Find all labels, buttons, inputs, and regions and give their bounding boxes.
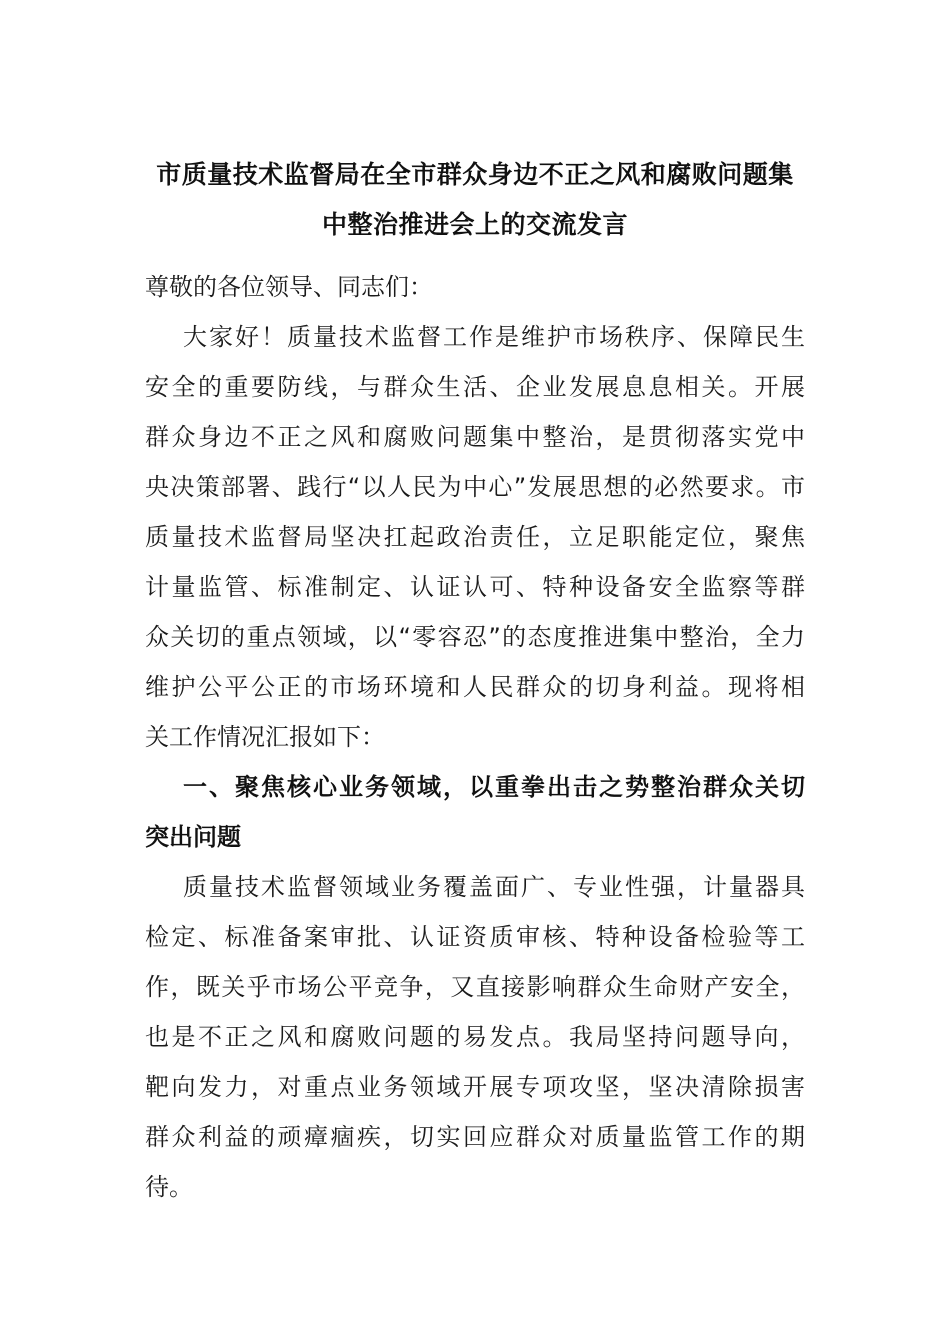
paragraph-line: 众关切的重点领域，以“零容忍”的态度推进集中整治，全力 — [145, 623, 805, 651]
heading-line: 一、聚焦核心业务领域，以重拳出击之势整治群众关切 — [183, 773, 805, 801]
paragraph-line: 待。 — [145, 1173, 193, 1201]
paragraph-line: 维护公平公正的市场环境和人民群众的切身利益。现将相 — [145, 673, 805, 701]
title-line: 中整治推进会上的交流发言 — [321, 210, 628, 239]
section-heading — [145, 762, 805, 862]
paragraph-line: 关工作情况汇报如下： — [145, 723, 385, 751]
paragraph-line: 群众利益的顽瘴痼疾，切实回应群众对质量监管工作的期 — [145, 1123, 805, 1151]
document-title — [145, 150, 805, 250]
paragraph-line: 也是不正之风和腐败问题的易发点。我局坚持问题导向， — [145, 1023, 805, 1051]
document-body — [145, 262, 805, 1212]
paragraph-line: 大家好！质量技术监督工作是维护市场秩序、保障民生 — [183, 323, 805, 351]
paragraph-line: 靶向发力，对重点业务领域开展专项攻坚，坚决清除损害 — [145, 1073, 805, 1101]
paragraph-line: 央决策部署、践行“以人民为中心”发展思想的必然要求。市 — [145, 473, 805, 501]
salutation: 尊敬的各位领导、同志们： — [145, 273, 433, 301]
paragraph-line: 质量技术监督局坚决扛起政治责任，立足职能定位，聚焦 — [145, 523, 805, 551]
heading-line: 突出问题 — [145, 823, 241, 851]
paragraph-section1 — [145, 862, 805, 1212]
paragraph-line: 计量监管、标准制定、认证认可、特种设备安全监察等群 — [145, 573, 805, 601]
paragraph-line: 作，既关乎市场公平竞争，又直接影响群众生命财产安全， — [145, 973, 805, 1001]
paragraph-intro — [145, 312, 805, 762]
paragraph-line: 安全的重要防线，与群众生活、企业发展息息相关。开展 — [145, 373, 805, 401]
paragraph-line: 质量技术监督领域业务覆盖面广、专业性强，计量器具 — [183, 873, 805, 901]
title-line: 市质量技术监督局在全市群众身边不正之风和腐败问题集 — [156, 160, 794, 189]
paragraph-line: 群众身边不正之风和腐败问题集中整治，是贯彻落实党中 — [145, 423, 805, 451]
paragraph-line: 检定、标准备案审批、认证资质审核、特种设备检验等工 — [145, 923, 805, 951]
